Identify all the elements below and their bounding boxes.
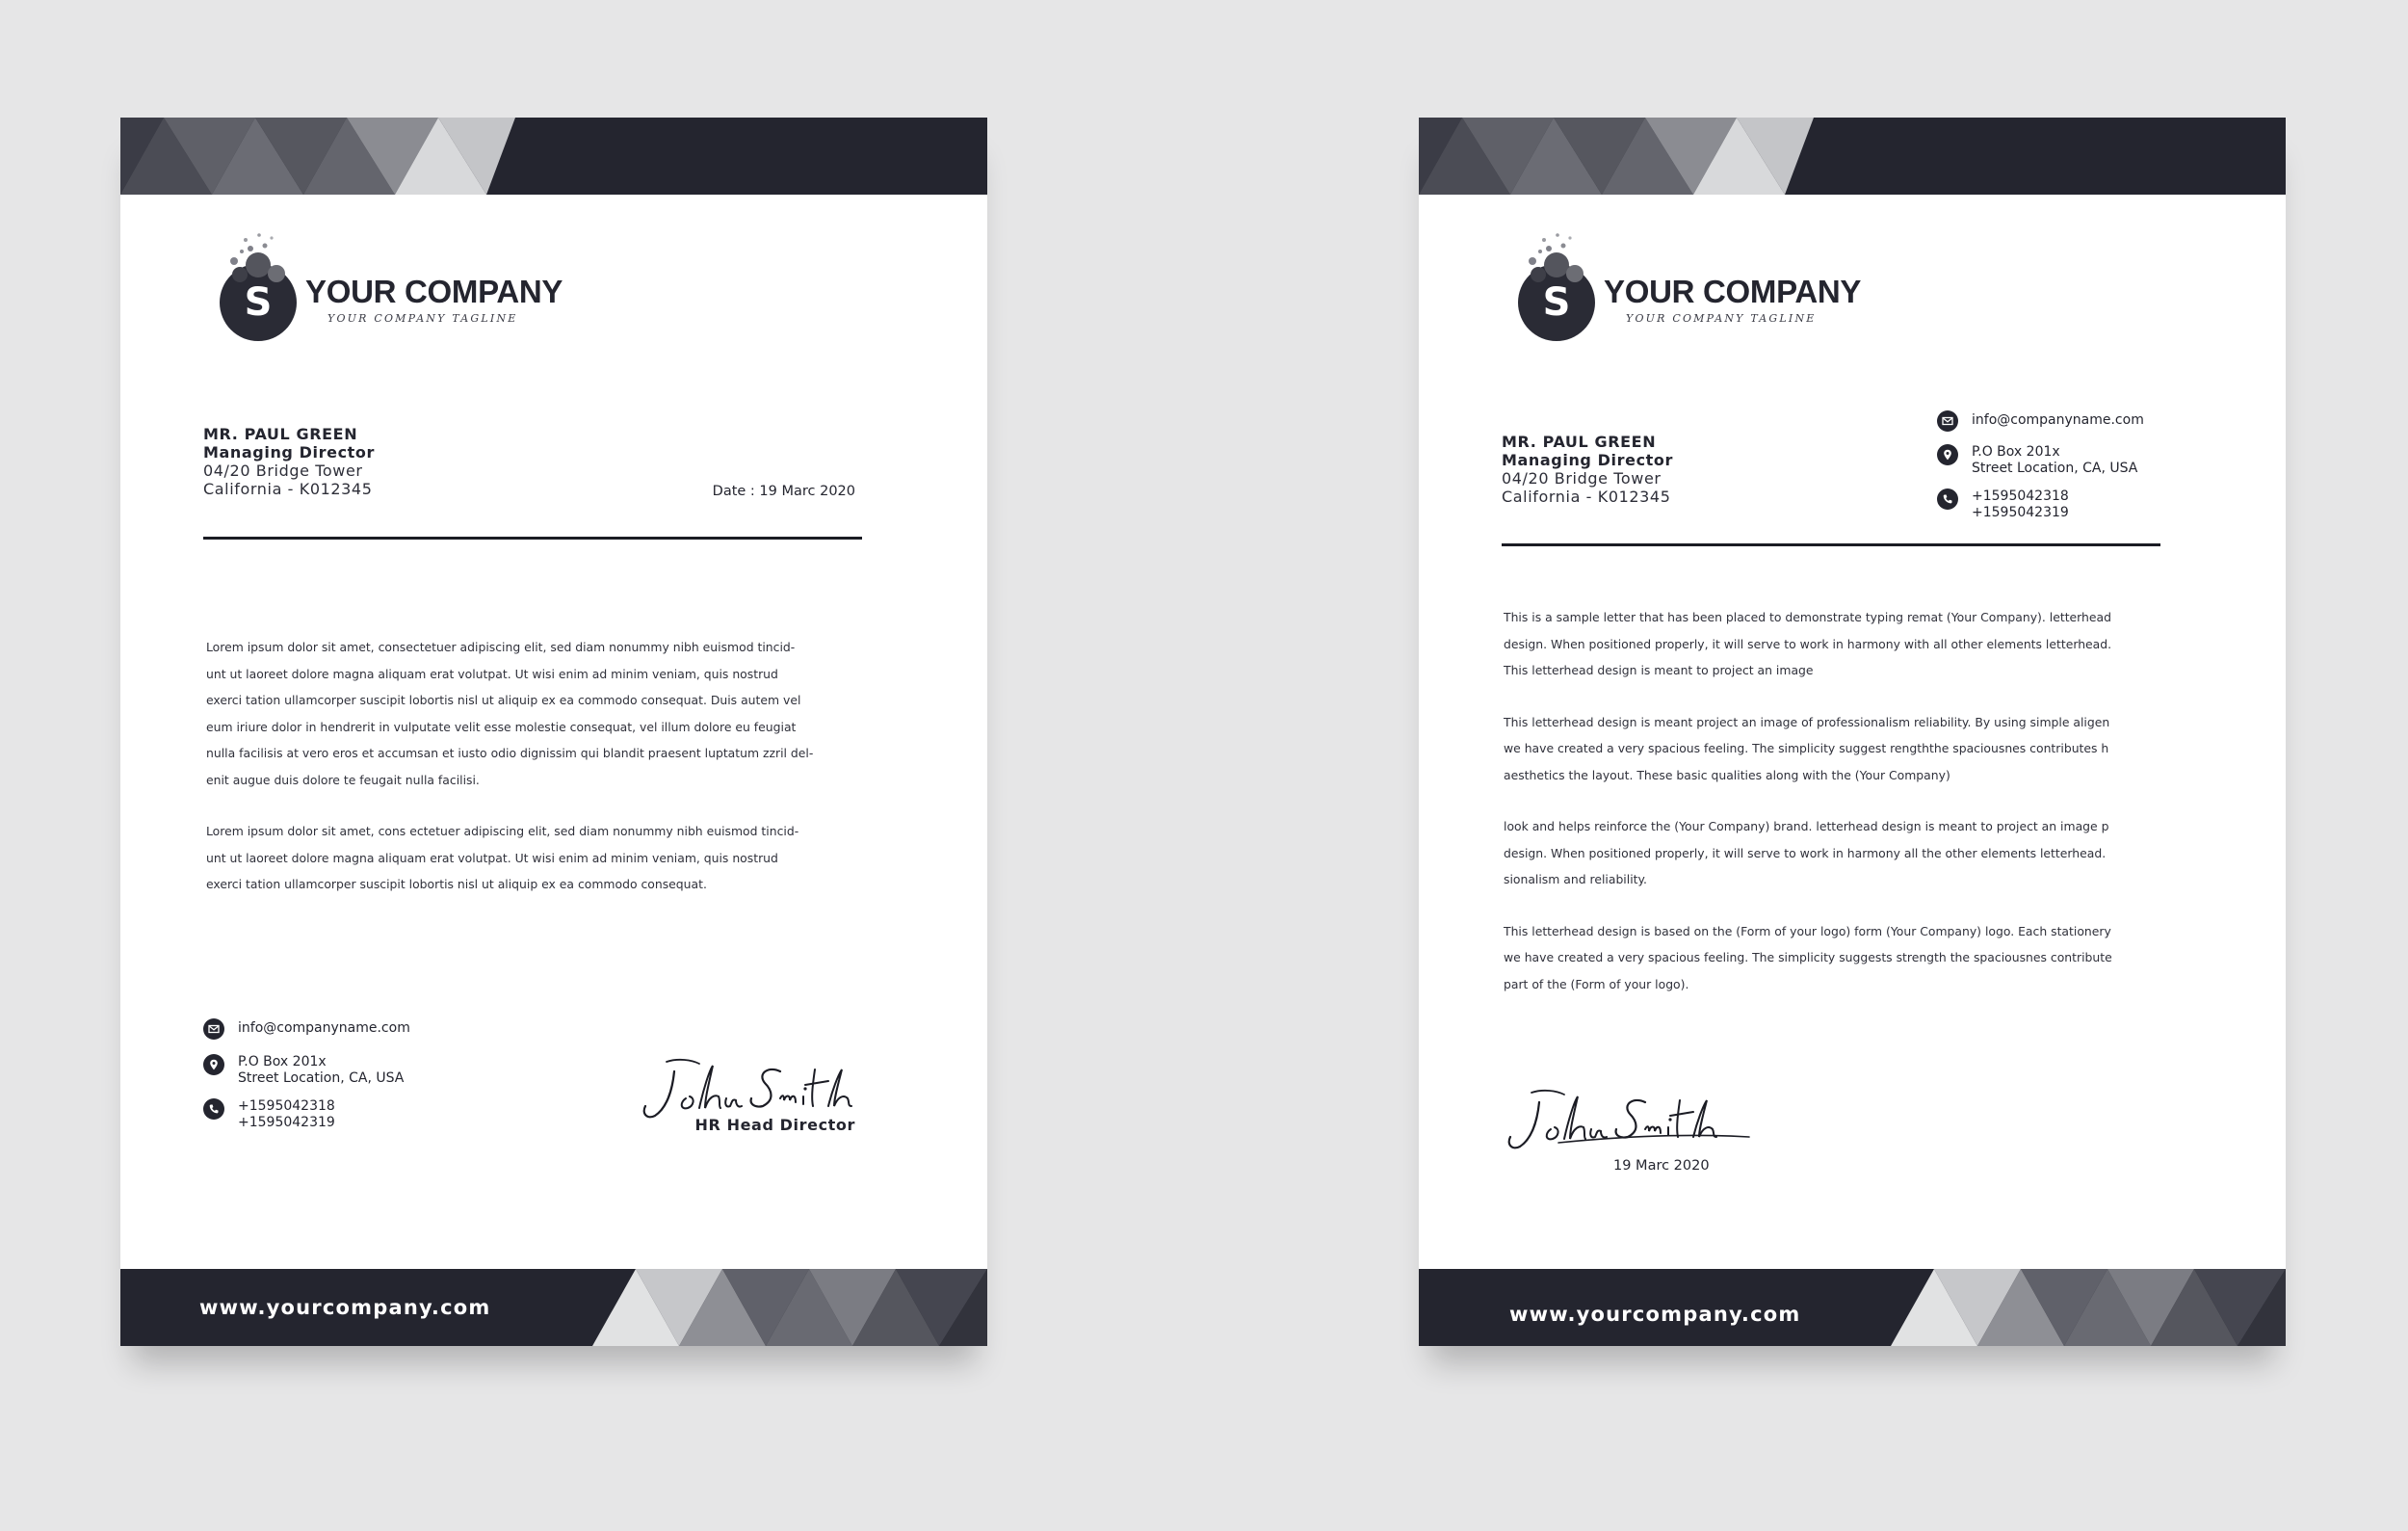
body-line: aesthetics the layout. These basic qualities along with the (Your Company) <box>1504 767 1950 782</box>
recipient-address-line-1: 04/20 Bridge Tower <box>1502 469 1662 488</box>
contact-email-row <box>203 1018 410 1037</box>
recipient-address-line-2: California - K012345 <box>203 480 373 498</box>
recipient-name: MR. PAUL GREEN <box>203 425 358 443</box>
body-line: This letterhead design is meant to project an image <box>1504 663 1814 677</box>
header-divider <box>203 537 862 540</box>
company-logo <box>1517 209 1922 363</box>
mail-icon <box>1937 410 1958 432</box>
body-line: exerci tation ullamcorper suscipit lobortis nisl ut aliquip ex ea commodo consequat. <box>206 877 707 891</box>
body-line: nulla facilisis at vero eros et accumsan et iusto odio dignissim qui blandit praesent luptatum zzril del- <box>206 746 814 760</box>
signature-date: 19 Marc 2020 <box>1613 1158 1710 1174</box>
body-line: sionalism and reliability. <box>1504 872 1648 886</box>
header-triangle-pattern <box>1419 118 2286 195</box>
letter-date: Date : 19 Marc 2020 <box>712 484 855 499</box>
company-name: YOUR COMPANY <box>1604 274 1862 309</box>
body-paragraph <box>206 634 813 793</box>
body-paragraph <box>1504 709 2112 789</box>
contact-block <box>203 1018 410 1131</box>
signature <box>1501 1083 1761 1160</box>
recipient-role: Managing Director <box>1502 451 1673 469</box>
contact-phone-1: +1595042318 <box>1972 488 2069 504</box>
recipient-block <box>203 425 375 498</box>
body-line: we have created a very spacious feeling. The simplicity suggest rengththe spaciousnes contributes h <box>1504 741 2109 755</box>
contact-address-line-1: P.O Box 201x <box>1972 444 2060 460</box>
recipient-address-line-2: California - K012345 <box>1502 488 1671 506</box>
footer-website: www.yourcompany.com <box>1509 1303 1801 1326</box>
contact-phone-row <box>1937 488 2144 521</box>
header-triangle-pattern <box>120 118 987 195</box>
contact-email: info@companyname.com <box>238 1020 410 1036</box>
body-paragraph <box>1504 918 2112 998</box>
body-line: This letterhead design is meant project an image of professionalism reliability. By using simple aligen <box>1504 714 2110 729</box>
header-band <box>1419 118 2286 195</box>
signature-title: HR Head Director <box>694 1116 855 1134</box>
body-line: we have created a very spacious feeling. The simplicity suggests strength the spaciousnes contribute <box>1504 950 2112 964</box>
recipient-block <box>1502 433 1673 506</box>
letterhead-page-left <box>120 118 987 1346</box>
company-logo <box>219 209 623 363</box>
contact-block <box>1937 410 2144 521</box>
letterhead-page-right <box>1419 118 2286 1346</box>
contact-phone-2: +1595042319 <box>238 1115 335 1130</box>
handwritten-signature-icon <box>1501 1083 1761 1160</box>
body-line: unt ut laoreet dolore magna aliquam erat volutpat. Ut wisi enim ad minim veniam, quis nostrud <box>206 666 778 681</box>
mail-icon <box>203 1018 224 1040</box>
logo-initial: S <box>244 280 273 325</box>
recipient-name: MR. PAUL GREEN <box>1502 433 1657 451</box>
body-line: part of the (Form of your logo). <box>1504 976 1689 991</box>
body-line: look and helps reinforce the (Your Company) brand. letterhead design is meant to project an image p <box>1504 819 2109 833</box>
footer-band <box>1419 1269 2286 1346</box>
footer-website: www.yourcompany.com <box>199 1296 491 1319</box>
company-tagline: YOUR COMPANY TAGLINE <box>327 312 518 325</box>
location-pin-icon <box>203 1054 224 1075</box>
body-line: Lorem ipsum dolor sit amet, cons ectetuer adipiscing elit, sed diam nonummy nibh euismod tincid- <box>206 824 799 838</box>
body-line: This letterhead design is based on the (Form of your logo) form (Your Company) logo. Each stationery <box>1504 923 2111 938</box>
recipient-role: Managing Director <box>203 443 375 462</box>
phone-icon <box>1937 488 1958 510</box>
body-line: unt ut laoreet dolore magna aliquam erat volutpat. Ut wisi enim ad minim veniam, quis nostrud <box>206 850 778 865</box>
body-line: design. When positioned properly, it will serve to work in harmony all the other elements letterhead. <box>1504 845 2107 860</box>
header-band <box>120 118 987 195</box>
contact-email-row <box>1937 410 2144 429</box>
body-line: exerci tation ullamcorper suscipit lobortis nisl ut aliquip ex ea commodo consequat. Duis autem vel <box>206 693 801 707</box>
contact-phone-row <box>203 1098 410 1131</box>
body-line: Lorem ipsum dolor sit amet, consectetuer adipiscing elit, sed diam nonummy nibh euismod tincid- <box>206 640 796 654</box>
contact-address-line-2: Street Location, CA, USA <box>238 1070 405 1086</box>
company-tagline: YOUR COMPANY TAGLINE <box>1626 312 1817 325</box>
contact-address-row <box>1937 444 2144 477</box>
recipient-address-line-1: 04/20 Bridge Tower <box>203 462 363 480</box>
letter-body <box>1504 604 2112 1022</box>
body-paragraph <box>206 818 813 898</box>
body-line: This is a sample letter that has been placed to demonstrate typing remat (Your Company). letterhead <box>1504 610 2111 624</box>
location-pin-icon <box>1937 444 1958 465</box>
contact-address-line-1: P.O Box 201x <box>238 1054 327 1069</box>
contact-email: info@companyname.com <box>1972 412 2144 428</box>
contact-address-row <box>203 1054 410 1087</box>
contact-phone-2: +1595042319 <box>1972 505 2069 520</box>
logo-initial: S <box>1542 280 1571 325</box>
contact-phone-1: +1595042318 <box>238 1098 335 1114</box>
phone-icon <box>203 1098 224 1120</box>
company-name: YOUR COMPANY <box>305 274 563 309</box>
contact-address-line-2: Street Location, CA, USA <box>1972 461 2138 476</box>
body-line: eum iriure dolor in hendrerit in vulputate velit esse molestie consequat, vel illum dolore eu feugiat <box>206 719 797 734</box>
footer-band <box>120 1269 987 1346</box>
header-divider <box>1502 543 2160 546</box>
body-line: enit augue duis dolore te feugait nulla facilisi. <box>206 772 480 787</box>
letter-body <box>206 634 813 923</box>
body-line: design. When positioned properly, it will serve to work in harmony with all other elements letterhead. <box>1504 636 2112 651</box>
body-paragraph <box>1504 604 2112 684</box>
body-paragraph <box>1504 813 2112 893</box>
